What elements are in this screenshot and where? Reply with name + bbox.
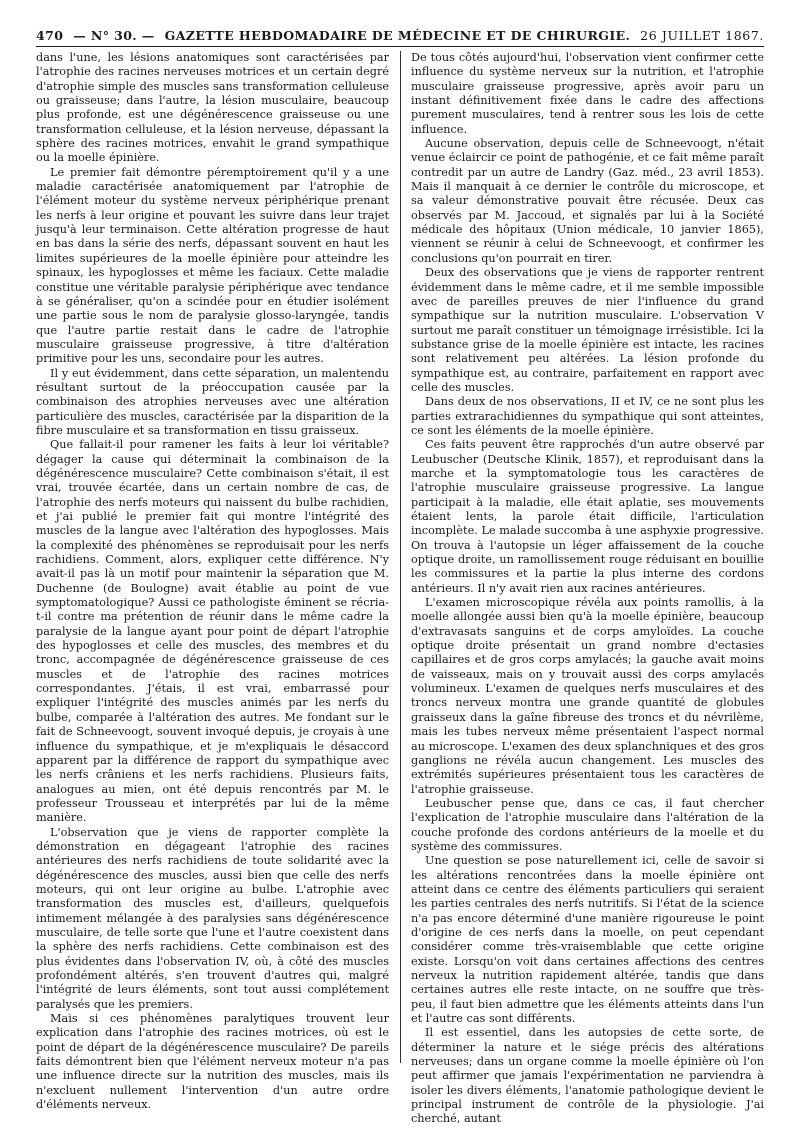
paragraph: dans l'une, les lésions anatomiques sont caractérisées par l'atrophie des racines nerveuses motrices et un certain degré d'atrophie simple des muscles sans transformation celluleuse ou graisseuse; dans l'autre, la lésion musculaire, beaucoup plus profonde, est une dégénérescence graisseuse ou une transformation celluleuse, et la lésion nerveuse, dépassant la sphère des racines motrices, envahit le grand sympathique ou la moelle épinière. [36, 51, 389, 165]
paragraph: Mais si ces phénomènes paralytiques trouvent leur explication dans l'atrophie des racines motrices, où est le point de départ de la dégénérescence musculaire? De pareils faits démontrent bien que l'élément nerveux moteur n'a pas une influence directe sur la nutrition des muscles, mais ils n'excluent nullement l'intervention d'un autre ordre d'éléments nerveux. [36, 1012, 389, 1112]
issue-number: — N° 30. — [73, 28, 155, 43]
paragraph: L'examen microscopique révéla aux points ramollis, à la moelle allongée aussi bien qu'à la moelle épinière, beaucoup d'extravasats sanguins et de corps amyloïdes. La couche optique droite présentait un grand nombre d'ectasies capillaires et de gros corps amylacés; la gauche avait moins de vaisseaux, mais on y trouvait aussi des corps amylacés volumineux. L'examen de quelques nerfs musculaires et des troncs nerveux montra une grande quantité de globules graisseux dans la gaîne fibreuse des troncs et du névrilème, mais les tubes nerveux même présentaient l'aspect normal au microscope. L'examen des deux splanchniques et des gros ganglions ne révéla aucun changement. Les muscles des extrémités supérieures présentaient tous les caractères de l'atrophie graisseuse. [411, 596, 764, 796]
paragraph: L'observation que je viens de rapporter complète la démonstration en dégageant l'atrophie des racines antérieures des nerfs rachidiens de toute solidarité avec la dégénérescence des muscles, aussi bien que celle des nerfs moteurs, qui ont leur origine au bulbe. L'atrophie avec transformation des muscles est, d'ailleurs, quelquefois intimement mélangée à des paralysies sans dégénérescence musculaire, de telle sorte que l'une et l'autre coexistent dans la sphère des nerfs rachidiens. Cette combinaison est des plus évidentes dans l'observation IV, où, à côté des muscles profondément altérés, s'en trouvent d'autres qui, malgré l'intégrité de leurs éléments, sont tout aussi complétement paralysés que les premiers. [36, 825, 389, 1011]
issue-date: 26 JUILLET 1867. [640, 28, 764, 43]
running-header [36, 28, 764, 47]
paragraph: Ces faits peuvent être rapprochés d'un autre observé par Leubuscher (Deutsche Klinik, 1857), et reproduisant dans la marche et la symptomatologie tous les caractères de l'atrophie musculaire graisseuse progressive. La langue participait à la maladie, elle était aplatie, ses mouvements étaient lents, la parole était difficile, l'articulation incomplète. Le malade succomba à une asphyxie progressive. On trouva à l'autopsie un léger affaissement de la couche optique droite, un ramollissement rouge réduisant en bouillie les commissures et la partie la plus interne des cordons antérieurs. Il n'y avait rien aux racines antérieures. [411, 438, 764, 595]
text-columns [36, 51, 764, 1126]
paragraph: Leubuscher pense que, dans ce cas, il faut chercher l'explication de l'atrophie musculaire dans l'altération de la couche profonde des cordons antérieurs de la moelle et du système des commissures. [411, 796, 764, 853]
paragraph: Il y eut évidemment, dans cette séparation, un malentendu résultant surtout de la préoccupation causée par la combinaison des atrophies nerveuses avec une altération particulière des muscles, caractérisée par la disparition de la fibre musculaire et sa transformation en tissu graisseux. [36, 366, 389, 437]
left-column [36, 51, 389, 1112]
column-divider [400, 51, 401, 1063]
paragraph: Aucune observation, depuis celle de Schneevoogt, n'était venue éclaircir ce point de pathogénie, et ce fait même paraît contredit par un autre de Landry (Gaz. méd., 23 avril 1853). Mais il manquait à ce dernier le contrôle du microscope, et sa valeur démonstrative pouvait être récusée. Deux cas observés par M. Jaccoud, et signalés par lui à la Société médicale des hôpitaux (Union médicale, 10 janvier 1865), viennent se réunir à celui de Schneevoogt, et confirmer les conclusions qu'on pourrait en tirer. [411, 137, 764, 265]
paragraph: Dans deux de nos observations, II et IV, ce ne sont plus les parties extrarachidiennes du sympathique qui sont atteintes, ce sont les éléments de la moelle épinière. [411, 395, 764, 437]
paragraph: Une question se pose naturellement ici, celle de savoir si les altérations rencontrées dans la moelle épinière ont atteint dans ce centre des éléments particuliers qui seraient les parties centrales des nerfs nutritifs. Si l'état de la science n'a pas encore déterminé d'une manière rigoureuse le point d'origine de ces nerfs dans la moelle, on peut cependant considérer comme très-vraisemblable que cette origine existe. Lorsqu'on voit dans certaines affections des centres nerveux la nutrition rapidement altérée, tandis que dans certaines autres elle reste intacte, on ne souffre que très-peu, il faut bien admettre que les éléments atteints dans l'un et l'autre cas sont différents. [411, 854, 764, 1026]
paragraph: Il est essentiel, dans les autopsies de cette sorte, de déterminer la nature et le siége précis des altérations nerveuses; dans un organe comme la moelle épinière où l'on peut affirmer que jamais l'expérimentation ne parviendra à isoler les divers éléments, l'anatomie pathologique devient le principal instrument de contrôle de la physiologie. J'ai cherché, autant [411, 1026, 764, 1126]
paragraph: Deux des observations que je viens de rapporter rentrent évidemment dans le même cadre, et il me semble impossible avec de pareilles preuves de nier l'influence du grand sympathique sur la nutrition musculaire. L'observation V surtout me paraît constituer un témoignage irrésistible. Ici la substance grise de la moelle épinière est intacte, les racines sont relativement peu altérées. La lésion profonde du sympathique est, au contraire, parfaitement en rapport avec celle des muscles. [411, 266, 764, 394]
journal-title: GAZETTE HEBDOMADAIRE DE MÉDECINE ET DE CHIRURGIE. [164, 28, 631, 43]
paragraph: Que fallait-il pour ramener les faits à leur loi véritable? dégager la cause qui déterminait la combinaison de la dégénérescence musculaire? Cette combinaison s'était, il est vrai, trouvée écartée, dans un certain nombre de cas, de l'atrophie des nerfs moteurs qui naissent du bulbe rachidien, et j'ai publié le premier fait qui montre l'intégrité des muscles de la langue avec l'altération des hypoglosses. Mais la complexité des phénomènes se reproduisait pour les nerfs rachidiens. Comment, alors, expliquer cette différence. N'y avait-il pas là un motif pour maintenir la séparation que M. Duchenne (de Boulogne) avait établie au point de vue symptomatologique? Aussi ce pathologiste éminent se récria-t-il contre ma prétention de réunir dans le même cadre la paralysie de la langue ayant pour point de départ l'atrophie des hypoglosses et celle des muscles, des membres et du tronc, accompagnée de dégénérescence graisseuse de ces muscles et de l'atrophie des racines motrices correspondantes. J'étais, il est vrai, embarrassé pour expliquer l'intégrité des muscles animés par les nerfs du bulbe, comparée à l'altération des autres. Me fondant sur le fait de Schneevoogt, souvent invoqué depuis, je croyais à une influence du sympathique, et je m'expliquais le désaccord apparent par la différence de rapport du sympathique avec les nerfs crâniens et les nerfs rachidiens. Plusieurs faits, analogues au mien, ont été depuis rencontrés par M. le professeur Trousseau et interprétés par lui de la même manière. [36, 438, 389, 825]
paragraph: De tous côtés aujourd'hui, l'observation vient confirmer cette influence du système nerveux sur la nutrition, et l'atrophie musculaire graisseuse progressive, après avoir paru un instant définitivement fixée dans le cadre des affections purement musculaires, tend à rentrer sous les lois de cette influence. [411, 51, 764, 136]
page-number: 470 [36, 28, 64, 43]
paragraph: Le premier fait démontre péremptoirement qu'il y a une maladie caractérisée anatomiquement par l'atrophie de l'élément moteur du système nerveux périphérique prenant les nerfs à leur origine et pouvant les suivre dans leur trajet jusqu'à leur terminaison. Cette altération progresse de haut en bas dans la série des nerfs, dépassant souvent en haut les limites supérieures de la moelle épinière pour atteindre les spinaux, les hypoglosses et même les faciaux. Cette maladie constitue une véritable paralysie périphérique avec tendance à se généraliser, qu'on a scindée pour en étudier isolément une partie sous le nom de paralysie glosso-laryngée, tandis que l'autre partie restait dans le cadre de l'atrophie musculaire graisseuse progressive, à titre d'altération primitive pour les uns, secondaire pour les autres. [36, 165, 389, 366]
right-column [411, 51, 764, 1126]
